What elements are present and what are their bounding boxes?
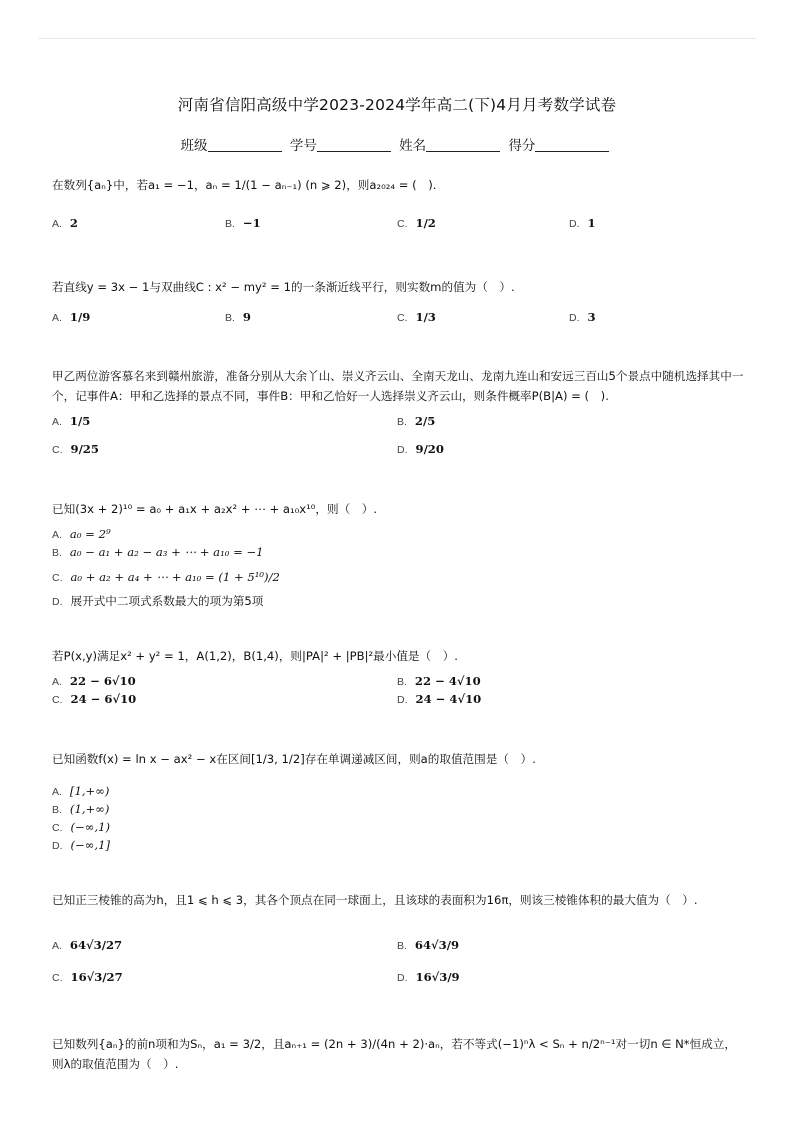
student-id-field-blank[interactable] (317, 137, 391, 152)
question-2 (52, 278, 744, 296)
question-stem: 若P(x,y)满足x² + y² = 1，A(1,2)，B(1,4)，则|PA|² + |PB|²最小值是（ ）. (52, 649, 458, 663)
q7-option-c[interactable]: C. 16√3/27 (52, 970, 123, 984)
q5-option-c[interactable]: C. 24 − 6√10 (52, 692, 137, 706)
q1-option-c[interactable]: C. 1/2 (397, 216, 436, 230)
question-1 (52, 176, 744, 194)
q3-option-c[interactable]: C. 9/25 (52, 442, 99, 456)
q1-option-b[interactable]: B. −1 (225, 216, 261, 230)
page-title: 河南省信阳高级中学2023-2024学年高二(下)4月月考数学试卷 (177, 96, 617, 114)
q3-option-a[interactable]: A. 1/5 (52, 414, 91, 428)
q4-option-b[interactable]: B. a₀ − a₁ + a₂ − a₃ + ⋯ + a₁₀ = −1 (52, 545, 264, 559)
q2-option-a[interactable]: A. 1/9 (52, 310, 91, 324)
q6-option-b[interactable]: B. (1,+∞) (52, 802, 110, 816)
question-8 (52, 1034, 744, 1074)
question-stem: 已知正三棱锥的高为h，且1 ⩽ h ⩽ 3，其各个顶点在同一球面上，且该球的表面积为16π，则该三棱锥体积的最大值为（ ）. (52, 893, 698, 907)
q6-option-d[interactable]: D. (−∞,1] (52, 838, 110, 852)
q6-option-a[interactable]: A. [1,+∞) (52, 784, 110, 798)
q5-option-d[interactable]: D. 24 − 4√10 (397, 692, 482, 706)
q5-option-a[interactable]: A. 22 − 6√10 (52, 674, 136, 688)
score-field-blank[interactable] (535, 137, 609, 152)
score-field-label: 得分 (508, 138, 536, 154)
question-stem: 已知(3x + 2)¹⁰ = a₀ + a₁x + a₂x² + ⋯ + a₁₀x¹⁰，则（ ）. (52, 502, 378, 516)
student-info-line (0, 134, 794, 154)
question-stem: 若直线y = 3x − 1与双曲线C : x² − my² = 1的一条渐近线平行，则实数m的值为（ ）. (52, 280, 515, 294)
class-field-label: 班级 (180, 138, 208, 154)
q2-option-d[interactable]: D. 3 (569, 310, 596, 324)
class-field-blank[interactable] (208, 137, 282, 152)
name-field-blank[interactable] (426, 137, 500, 152)
question-6 (52, 750, 744, 768)
q3-option-b[interactable]: B. 2/5 (397, 414, 436, 428)
q6-option-c[interactable]: C. (−∞,1) (52, 820, 110, 834)
q1-option-a[interactable]: A. 2 (52, 216, 78, 230)
question-stem: 已知函数f(x) = ln x − ax² − x在区间[1/3, 1/2]存在单调递减区间，则a的取值范围是（ ）. (52, 752, 536, 766)
question-3 (52, 366, 744, 406)
top-divider (38, 38, 756, 39)
q5-option-b[interactable]: B. 22 − 4√10 (397, 674, 481, 688)
q1-option-d[interactable]: D. 1 (569, 216, 596, 230)
question-5 (52, 647, 744, 665)
question-7 (52, 890, 744, 910)
q7-option-a[interactable]: A. 64√3/27 (52, 938, 123, 952)
q2-option-b[interactable]: B. 9 (225, 310, 251, 324)
question-stem: 已知数列{aₙ}的前n项和为Sₙ，a₁ = 3/2，且aₙ₊₁ = (2n + 3)/(4n + 2)·aₙ，若不等式(−1)ⁿλ < Sₙ + n/2ⁿ⁻¹对一切n ∈ N*恒成立，则λ的取值范围为（ ）. (52, 1037, 736, 1071)
question-stem: 在数列{aₙ}中，若a₁ = −1，aₙ = 1/(1 − aₙ₋₁) (n ⩾ 2)，则a₂₀₂₄ = ( ). (52, 178, 437, 192)
question-stem: 甲乙两位游客慕名来到赣州旅游，准备分别从大余丫山、崇义齐云山、全南天龙山、龙南九连山和安远三百山5个景点中随机选择其中一个，记事件A：甲和乙选择的景点不同，事件B：甲和乙恰好一人选择崇义齐云山，则条件概率P(B|A) = ( ). (52, 369, 744, 403)
q4-option-a[interactable]: A. a₀ = 2⁹ (52, 527, 111, 541)
q7-option-d[interactable]: D. 16√3/9 (397, 970, 460, 984)
question-4 (52, 500, 744, 518)
name-field-label: 姓名 (399, 138, 427, 154)
q2-option-c[interactable]: C. 1/3 (397, 310, 436, 324)
q4-option-d[interactable]: D. 展开式中二项式系数最大的项为第5项 (52, 594, 264, 608)
q3-option-d[interactable]: D. 9/20 (397, 442, 444, 456)
q7-option-b[interactable]: B. 64√3/9 (397, 938, 460, 952)
student-id-field-label: 学号 (289, 138, 317, 154)
q4-option-c[interactable]: C. a₀ + a₂ + a₄ + ⋯ + a₁₀ = (1 + 5¹⁰)/2 (52, 570, 280, 584)
